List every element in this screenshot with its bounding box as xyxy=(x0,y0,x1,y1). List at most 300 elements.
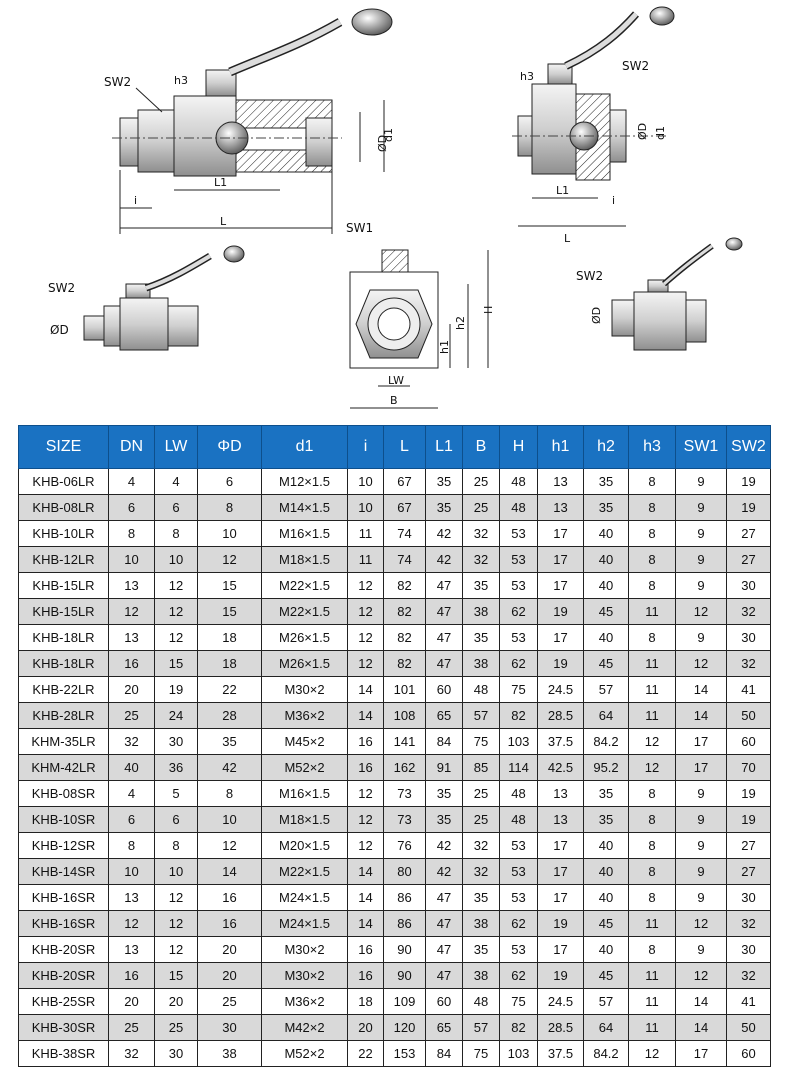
table-cell: 19 xyxy=(155,677,198,703)
table-body xyxy=(19,469,771,1067)
table-cell: 15 xyxy=(198,573,262,599)
dim-lw: LW xyxy=(388,374,404,387)
table-cell: 32 xyxy=(727,911,771,937)
table-cell: 8 xyxy=(629,469,676,495)
table-cell: 10 xyxy=(109,859,155,885)
table-cell: 13 xyxy=(538,469,584,495)
table-cell: 12 xyxy=(198,833,262,859)
table-cell: 38 xyxy=(198,1041,262,1067)
table-cell: 57 xyxy=(463,1015,500,1041)
table-row xyxy=(19,469,771,495)
drawing-lr-section xyxy=(104,9,395,234)
table-row xyxy=(19,937,771,963)
table-cell: 8 xyxy=(198,495,262,521)
table-row xyxy=(19,599,771,625)
table-cell: M30×2 xyxy=(262,963,348,989)
table-cell: 84.2 xyxy=(584,729,629,755)
table-cell: 80 xyxy=(384,859,426,885)
table-cell: 17 xyxy=(538,625,584,651)
table-cell: 22 xyxy=(348,1041,384,1067)
table-cell: 90 xyxy=(384,963,426,989)
table-cell: 11 xyxy=(629,651,676,677)
dim-d1-sr: d1 xyxy=(654,126,667,140)
table-cell: 17 xyxy=(538,885,584,911)
table-cell: KHB-14SR xyxy=(19,859,109,885)
table-cell: 38 xyxy=(463,911,500,937)
table-cell: 35 xyxy=(198,729,262,755)
table-cell: 62 xyxy=(500,911,538,937)
table-cell: 25 xyxy=(463,807,500,833)
label-sw2-5: SW2 xyxy=(576,269,604,283)
table-cell: 45 xyxy=(584,911,629,937)
table-cell: 35 xyxy=(584,469,629,495)
table-cell: 103 xyxy=(500,729,538,755)
table-cell: 47 xyxy=(426,625,463,651)
table-cell: 32 xyxy=(109,1041,155,1067)
dim-d1: d1 xyxy=(382,128,395,142)
table-cell: 28 xyxy=(198,703,262,729)
table-cell: 47 xyxy=(426,573,463,599)
table-cell: 10 xyxy=(348,495,384,521)
table-cell: 30 xyxy=(198,1015,262,1041)
table-cell: M16×1.5 xyxy=(262,781,348,807)
table-cell: 47 xyxy=(426,651,463,677)
label-h3-1: h3 xyxy=(174,74,188,87)
table-cell: 41 xyxy=(727,989,771,1015)
table-cell: 12 xyxy=(629,1041,676,1067)
table-cell: 5 xyxy=(155,781,198,807)
table-cell: 12 xyxy=(676,963,727,989)
table-cell: 53 xyxy=(500,859,538,885)
table-cell: 8 xyxy=(629,937,676,963)
table-cell: 65 xyxy=(426,703,463,729)
table-cell: 16 xyxy=(348,755,384,781)
table-row xyxy=(19,911,771,937)
table-cell: 42 xyxy=(198,755,262,781)
table-cell: 8 xyxy=(629,781,676,807)
table-cell: 42 xyxy=(426,859,463,885)
table-cell: 8 xyxy=(155,521,198,547)
table-cell: 11 xyxy=(629,703,676,729)
table-cell: 25 xyxy=(109,703,155,729)
table-cell: 10 xyxy=(198,521,262,547)
table-cell: 53 xyxy=(500,937,538,963)
column-header: L xyxy=(384,426,426,469)
table-cell: 76 xyxy=(384,833,426,859)
table-cell: 35 xyxy=(584,781,629,807)
table-cell: 14 xyxy=(676,1015,727,1041)
table-cell: 9 xyxy=(676,859,727,885)
table-row xyxy=(19,703,771,729)
table-row xyxy=(19,547,771,573)
table-row xyxy=(19,755,771,781)
table-cell: 82 xyxy=(384,573,426,599)
table-cell: 10 xyxy=(155,547,198,573)
table-cell: 12 xyxy=(676,911,727,937)
table-cell: 53 xyxy=(500,625,538,651)
column-header: ΦD xyxy=(198,426,262,469)
table-cell: M18×1.5 xyxy=(262,807,348,833)
table-cell: 9 xyxy=(676,625,727,651)
table-row xyxy=(19,885,771,911)
table-cell: 13 xyxy=(538,495,584,521)
table-cell: 82 xyxy=(500,703,538,729)
table-cell: 67 xyxy=(384,469,426,495)
dim-i: i xyxy=(134,194,138,207)
table-cell: 48 xyxy=(463,989,500,1015)
table-cell: 14 xyxy=(348,703,384,729)
table-cell: 13 xyxy=(109,885,155,911)
table-cell: 12 xyxy=(348,651,384,677)
table-cell: 35 xyxy=(426,781,463,807)
table-cell: 16 xyxy=(109,651,155,677)
table-row xyxy=(19,573,771,599)
table-cell: 40 xyxy=(109,755,155,781)
table-cell: 8 xyxy=(198,781,262,807)
table-cell: KHM-35LR xyxy=(19,729,109,755)
table-cell: M52×2 xyxy=(262,755,348,781)
table-cell: 50 xyxy=(727,703,771,729)
table-cell: 153 xyxy=(384,1041,426,1067)
table-cell: 10 xyxy=(348,469,384,495)
table-cell: KHB-06LR xyxy=(19,469,109,495)
table-cell: 64 xyxy=(584,1015,629,1041)
table-cell: 9 xyxy=(676,937,727,963)
table-cell: 17 xyxy=(538,521,584,547)
table-cell: 8 xyxy=(629,573,676,599)
table-cell: 16 xyxy=(198,911,262,937)
table-cell: 62 xyxy=(500,963,538,989)
table-cell: 4 xyxy=(109,469,155,495)
table-cell: 11 xyxy=(629,989,676,1015)
table-cell: 62 xyxy=(500,599,538,625)
table-cell: 45 xyxy=(584,651,629,677)
table-cell: 19 xyxy=(538,911,584,937)
table-cell: M20×1.5 xyxy=(262,833,348,859)
table-cell: 14 xyxy=(676,989,727,1015)
table-cell: 9 xyxy=(676,885,727,911)
table-cell: 37.5 xyxy=(538,729,584,755)
table-cell: 40 xyxy=(584,547,629,573)
column-header: h3 xyxy=(629,426,676,469)
table-cell: M26×1.5 xyxy=(262,625,348,651)
table-cell: 30 xyxy=(155,729,198,755)
table-cell: 11 xyxy=(629,963,676,989)
table-cell: 6 xyxy=(155,495,198,521)
table-cell: 20 xyxy=(155,989,198,1015)
table-cell: 73 xyxy=(384,781,426,807)
table-cell: 13 xyxy=(109,625,155,651)
table-cell: 32 xyxy=(727,599,771,625)
table-cell: 6 xyxy=(109,495,155,521)
table-cell: 12 xyxy=(629,755,676,781)
table-cell: 32 xyxy=(463,833,500,859)
table-cell: 32 xyxy=(463,521,500,547)
table-cell: 18 xyxy=(198,625,262,651)
table-cell: 53 xyxy=(500,547,538,573)
table-cell: 82 xyxy=(384,625,426,651)
table-cell: 91 xyxy=(426,755,463,781)
table-cell: M30×2 xyxy=(262,937,348,963)
table-cell: M22×1.5 xyxy=(262,599,348,625)
table-cell: 84 xyxy=(426,729,463,755)
dim-i-sr: i xyxy=(612,194,616,207)
table-cell: 20 xyxy=(348,1015,384,1041)
table-cell: 32 xyxy=(463,859,500,885)
table-cell: 48 xyxy=(500,781,538,807)
table-cell: 9 xyxy=(676,573,727,599)
table-cell: 35 xyxy=(463,625,500,651)
table-row xyxy=(19,781,771,807)
label-od-5: ØD xyxy=(590,306,603,324)
table-cell: 12 xyxy=(109,911,155,937)
table-cell: 30 xyxy=(155,1041,198,1067)
table-cell: M12×1.5 xyxy=(262,469,348,495)
column-header: i xyxy=(348,426,384,469)
table-cell: 86 xyxy=(384,911,426,937)
table-cell: 14 xyxy=(198,859,262,885)
table-cell: KHB-25SR xyxy=(19,989,109,1015)
table-cell: 109 xyxy=(384,989,426,1015)
table-cell: 16 xyxy=(348,937,384,963)
label-sw2-1: SW2 xyxy=(104,75,132,89)
table-cell: 11 xyxy=(348,547,384,573)
table-cell: 17 xyxy=(538,547,584,573)
table-cell: KHB-16SR xyxy=(19,911,109,937)
table-cell: 20 xyxy=(109,677,155,703)
table-cell: 16 xyxy=(348,729,384,755)
table-cell: 17 xyxy=(676,755,727,781)
table-cell: 18 xyxy=(198,651,262,677)
table-cell: 17 xyxy=(538,573,584,599)
table-cell: M24×1.5 xyxy=(262,911,348,937)
table-cell: 48 xyxy=(500,807,538,833)
table-cell: M52×2 xyxy=(262,1041,348,1067)
table-cell: 25 xyxy=(155,1015,198,1041)
table-row xyxy=(19,677,771,703)
table-cell: 38 xyxy=(463,651,500,677)
table-cell: 8 xyxy=(629,833,676,859)
table-row xyxy=(19,625,771,651)
table-cell: 16 xyxy=(109,963,155,989)
table-row xyxy=(19,833,771,859)
table-cell: 12 xyxy=(155,599,198,625)
table-cell: 19 xyxy=(727,495,771,521)
table-cell: 32 xyxy=(109,729,155,755)
table-row xyxy=(19,729,771,755)
table-cell: 60 xyxy=(426,989,463,1015)
table-cell: 6 xyxy=(109,807,155,833)
table-cell: 8 xyxy=(629,625,676,651)
table-cell: 85 xyxy=(463,755,500,781)
table-cell: 84.2 xyxy=(584,1041,629,1067)
table-cell: KHB-08SR xyxy=(19,781,109,807)
table-cell: 11 xyxy=(629,1015,676,1041)
table-cell: M26×1.5 xyxy=(262,651,348,677)
table-cell: 8 xyxy=(155,833,198,859)
table-cell: 19 xyxy=(727,469,771,495)
table-cell: 32 xyxy=(727,963,771,989)
column-header: L1 xyxy=(426,426,463,469)
table-cell: 25 xyxy=(109,1015,155,1041)
table-cell: 19 xyxy=(538,599,584,625)
table-cell: 8 xyxy=(629,807,676,833)
table-cell: 8 xyxy=(109,833,155,859)
valve-drawings-svg xyxy=(0,0,790,418)
drawing-lr-small xyxy=(48,246,244,350)
table-cell: 4 xyxy=(155,469,198,495)
table-cell: 27 xyxy=(727,521,771,547)
table-cell: KHB-18LR xyxy=(19,625,109,651)
table-cell: 47 xyxy=(426,963,463,989)
table-cell: 27 xyxy=(727,859,771,885)
table-cell: KHB-15LR xyxy=(19,599,109,625)
table-cell: KHB-30SR xyxy=(19,1015,109,1041)
table-cell: 42 xyxy=(426,547,463,573)
table-cell: 25 xyxy=(463,495,500,521)
table-cell: 90 xyxy=(384,937,426,963)
table-cell: KHB-18LR xyxy=(19,651,109,677)
table-cell: 82 xyxy=(384,651,426,677)
table-cell: 19 xyxy=(727,807,771,833)
table-cell: 53 xyxy=(500,573,538,599)
table-cell: 82 xyxy=(500,1015,538,1041)
table-cell: 15 xyxy=(155,651,198,677)
table-cell: 75 xyxy=(500,989,538,1015)
table-cell: 84 xyxy=(426,1041,463,1067)
table-cell: 64 xyxy=(584,703,629,729)
table-row xyxy=(19,1041,771,1067)
table-cell: 9 xyxy=(676,521,727,547)
table-cell: 40 xyxy=(584,521,629,547)
table-cell: 14 xyxy=(348,677,384,703)
table-row xyxy=(19,989,771,1015)
table-cell: 9 xyxy=(676,469,727,495)
table-cell: M42×2 xyxy=(262,1015,348,1041)
table-cell: 40 xyxy=(584,859,629,885)
table-cell: 17 xyxy=(538,937,584,963)
table-cell: 12 xyxy=(348,781,384,807)
table-cell: 12 xyxy=(155,937,198,963)
table-cell: M22×1.5 xyxy=(262,573,348,599)
table-cell: 11 xyxy=(629,677,676,703)
table-row xyxy=(19,651,771,677)
dim-l1-sr: L1 xyxy=(556,184,570,197)
table-cell: 75 xyxy=(500,677,538,703)
table-cell: 62 xyxy=(500,651,538,677)
table-row xyxy=(19,859,771,885)
dim-h2: h2 xyxy=(454,316,467,330)
column-header: B xyxy=(463,426,500,469)
table-cell: 15 xyxy=(155,963,198,989)
table-cell: 9 xyxy=(676,781,727,807)
table-cell: KHB-22LR xyxy=(19,677,109,703)
table-cell: 22 xyxy=(198,677,262,703)
table-cell: 27 xyxy=(727,547,771,573)
table-cell: 12 xyxy=(198,547,262,573)
table-cell: 17 xyxy=(676,729,727,755)
table-cell: 141 xyxy=(384,729,426,755)
table-cell: 108 xyxy=(384,703,426,729)
table-cell: 12 xyxy=(348,599,384,625)
table-cell: 6 xyxy=(155,807,198,833)
table-cell: 53 xyxy=(500,833,538,859)
table-cell: KHB-28LR xyxy=(19,703,109,729)
table-cell: 15 xyxy=(198,599,262,625)
table-cell: 10 xyxy=(109,547,155,573)
table-cell: 42.5 xyxy=(538,755,584,781)
table-cell: 16 xyxy=(348,963,384,989)
dim-h1: h1 xyxy=(438,340,451,354)
table-cell: 35 xyxy=(463,573,500,599)
column-header: SW1 xyxy=(676,426,727,469)
table-cell: KHB-20SR xyxy=(19,963,109,989)
table-cell: M45×2 xyxy=(262,729,348,755)
table-cell: 11 xyxy=(629,599,676,625)
table-cell: KHB-12SR xyxy=(19,833,109,859)
table-cell: 12 xyxy=(155,573,198,599)
table-cell: 162 xyxy=(384,755,426,781)
table-cell: 25 xyxy=(198,989,262,1015)
table-cell: 47 xyxy=(426,599,463,625)
table-cell: 6 xyxy=(198,469,262,495)
table-cell: 120 xyxy=(384,1015,426,1041)
table-cell: 38 xyxy=(463,963,500,989)
column-header: SIZE xyxy=(19,426,109,469)
table-cell: 12 xyxy=(348,807,384,833)
table-cell: 95.2 xyxy=(584,755,629,781)
table-cell: 47 xyxy=(426,937,463,963)
table-cell: 10 xyxy=(155,859,198,885)
table-row xyxy=(19,1015,771,1041)
table-cell: 12 xyxy=(155,625,198,651)
table-cell: 35 xyxy=(463,937,500,963)
table-cell: 82 xyxy=(384,599,426,625)
dim-od-sr: ØD xyxy=(636,122,649,140)
table-cell: M30×2 xyxy=(262,677,348,703)
table-cell: KHB-20SR xyxy=(19,937,109,963)
table-cell: 47 xyxy=(426,885,463,911)
table-cell: 53 xyxy=(500,521,538,547)
table-row xyxy=(19,963,771,989)
table-cell: 48 xyxy=(500,495,538,521)
table-cell: 74 xyxy=(384,547,426,573)
column-header: DN xyxy=(109,426,155,469)
table-cell: 60 xyxy=(727,729,771,755)
table-cell: 4 xyxy=(109,781,155,807)
table-cell: 45 xyxy=(584,599,629,625)
table-cell: 12 xyxy=(155,911,198,937)
table-cell: 53 xyxy=(500,885,538,911)
table-cell: 30 xyxy=(727,573,771,599)
table-cell: 101 xyxy=(384,677,426,703)
table-cell: 19 xyxy=(727,781,771,807)
table-cell: 12 xyxy=(348,833,384,859)
column-header: d1 xyxy=(262,426,348,469)
table-cell: 24.5 xyxy=(538,989,584,1015)
table-cell: 17 xyxy=(538,859,584,885)
table-cell: 8 xyxy=(629,885,676,911)
drawing-front xyxy=(346,221,495,408)
table-cell: 45 xyxy=(584,963,629,989)
table-cell: 19 xyxy=(538,963,584,989)
table-cell: 12 xyxy=(676,599,727,625)
table-cell: KHB-08LR xyxy=(19,495,109,521)
table-cell: KHB-16SR xyxy=(19,885,109,911)
specification-table xyxy=(18,425,771,1067)
table-cell: 36 xyxy=(155,755,198,781)
table-cell: 75 xyxy=(463,1041,500,1067)
